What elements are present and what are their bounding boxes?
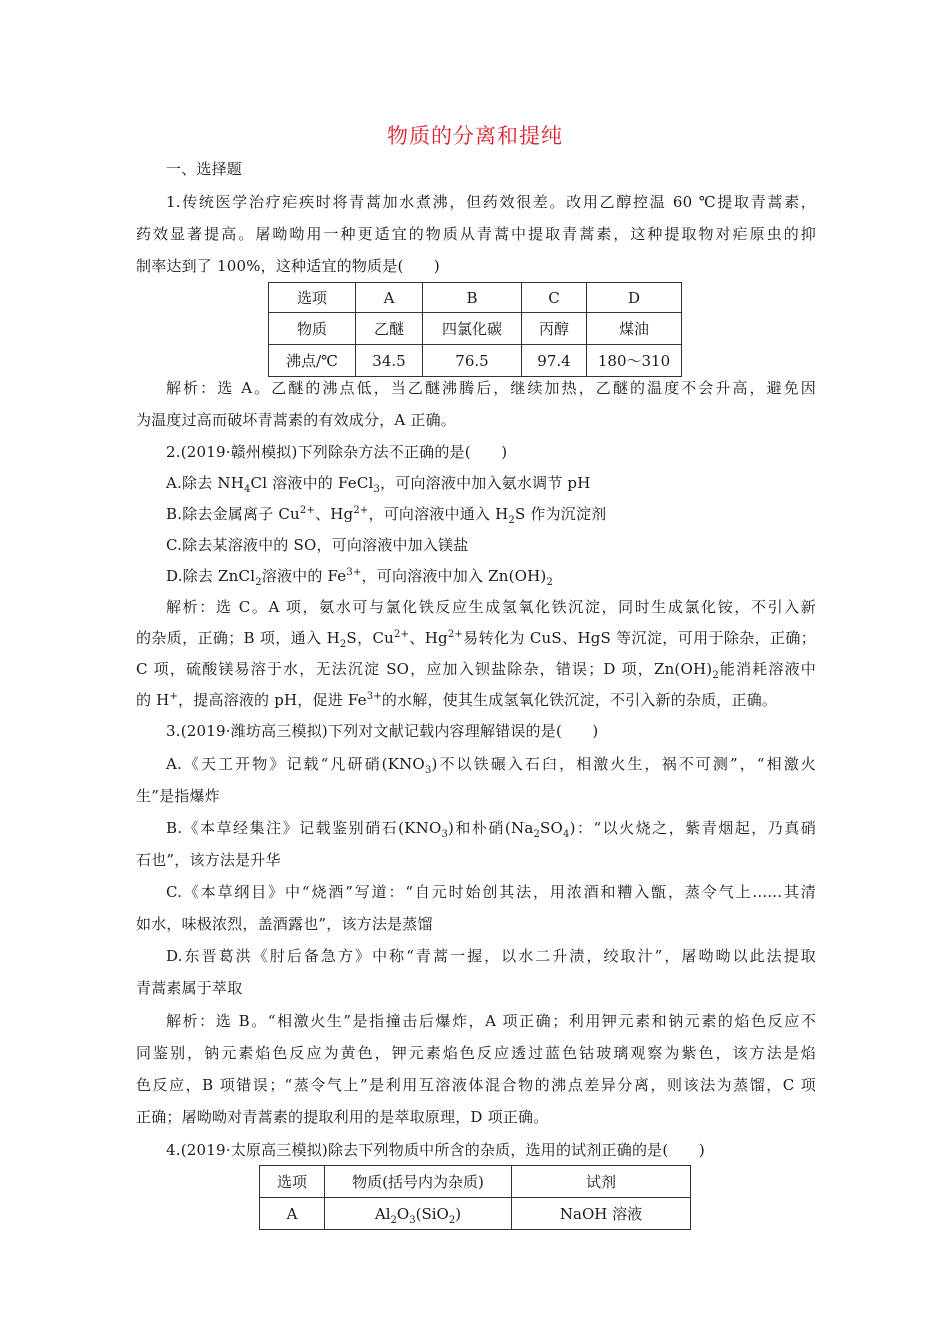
table-row bbox=[269, 345, 682, 377]
table-cell: 76.5 bbox=[423, 345, 522, 377]
table-cell: NaOH 溶液 bbox=[512, 1198, 691, 1230]
table-cell: 煤油 bbox=[587, 313, 682, 345]
table-cell: 97.4 bbox=[522, 345, 587, 377]
table-row bbox=[260, 1166, 691, 1198]
table-cell: 180～310 bbox=[587, 345, 682, 377]
table-cell: 34.5 bbox=[356, 345, 423, 377]
q1-analysis-line-1: 解析：选 A。乙醚的沸点低，当乙醚沸腾后，继续加热，乙醚的温度不会升高，避免因 bbox=[166, 379, 816, 397]
q2-stem: 2.(2019·赣州模拟)下列除杂方法不正确的是( ) bbox=[166, 443, 508, 461]
q2-analysis-line-3: C 项，硫酸镁易溶于水，无法沉淀 SO，应加入钡盐除杂，错误；D 项，$Zn(OH)_2$能消耗溶液中 bbox=[136, 660, 817, 681]
q2-option-c: C.除去某溶液中的 SO，可向溶液中加入镁盐 bbox=[166, 536, 469, 554]
q3-stem: 3.(2019·潍坊高三模拟)下列对文献记载内容理解错误的是( ) bbox=[166, 722, 599, 740]
q3-analysis-line-2: 同鉴别，钠元素焰色反应为黄色，钾元素焰色反应透过蓝色钴玻璃观察为紫色，该方法是焰 bbox=[136, 1044, 816, 1062]
section-heading: 一、选择题 bbox=[166, 160, 243, 178]
q1-analysis-line-2: 为温度过高而破坏青蒿素的有效成分，A 正确。 bbox=[136, 411, 457, 429]
table-cell: A bbox=[356, 283, 423, 313]
table-cell: D bbox=[587, 283, 682, 313]
table-cell: 丙醇 bbox=[522, 313, 587, 345]
table-cell: 试剂 bbox=[512, 1166, 691, 1198]
q1-table bbox=[268, 282, 682, 377]
q1-stem-line-1: 1.传统医学治疗疟疾时将青蒿加水煮沸，但药效很差。改用乙醇控温 60 ℃提取青蒿素， bbox=[166, 193, 816, 211]
q3-analysis-line-3: 色反应，B 项错误；“蒸令气上”是利用互溶液体混合物的沸点差异分离，则该法为蒸馏，C 项 bbox=[136, 1076, 816, 1094]
table-row bbox=[269, 283, 682, 313]
q2-option-d: D.除去 ZnCl$_2$溶液中的 $Fe^{3+}$，可向溶液中加入 $Zn(OH)_2$ bbox=[166, 567, 554, 588]
q1-stem-line-3: 制率达到了 100%，这种适宜的物质是( ) bbox=[136, 257, 440, 275]
q3-option-d-line-2: 青蒿素属于萃取 bbox=[136, 979, 243, 997]
q2-analysis-line-2: 的杂质，正确；B 项，通入 $H_2S$，$Cu^{2+}$、$Hg^{2+}$易转化为 CuS、HgS 等沉淀，可用于除杂，正确； bbox=[136, 629, 816, 650]
table-cell: 四氯化碳 bbox=[423, 313, 522, 345]
q2-analysis-line-4: 的 H+，提高溶液的 pH，促进 $Fe^{3+}$的水解，使其生成氢氧化铁沉淀，不引入新的杂质，正确。 bbox=[136, 691, 778, 709]
q2-option-a: A.除去 $NH_4Cl$ 溶液中的 FeCl$_3$，可向溶液中加入氨水调节 pH bbox=[166, 474, 591, 495]
q3-option-a-line-1: A.《天工开物》记载“凡研硝$(KNO_3)$不以铁碾入石臼，相激火生，祸不可测”，“相激火 bbox=[166, 755, 816, 776]
table-cell: $Al_2O_3(SiO_2)$ bbox=[325, 1198, 512, 1230]
q2-analysis-line-1: 解析：选 C。A 项，氨水可与氯化铁反应生成氢氧化铁沉淀，同时生成氯化铵，不引入新 bbox=[166, 598, 816, 616]
q3-option-c-line-2: 如水，味极浓烈，盖酒露也”，该方法是蒸馏 bbox=[136, 915, 433, 933]
table-cell: 物质(括号内为杂质) bbox=[325, 1166, 512, 1198]
q3-analysis-line-1: 解析：选 B。“相激火生”是指撞击后爆炸，A 项正确；利用钾元素和钠元素的焰色反应不 bbox=[166, 1012, 816, 1030]
table-cell: A bbox=[260, 1198, 325, 1230]
table-cell: 选项 bbox=[260, 1166, 325, 1198]
q3-option-c-line-1: C.《本草纲目》中“烧酒”写道：“自元时始创其法，用浓酒和糟入甑，蒸令气上......其清 bbox=[166, 883, 816, 901]
page-title: 物质的分离和提纯 bbox=[387, 124, 563, 148]
q3-option-d-line-1: D.东晋葛洪《肘后备急方》中称“青蒿一握，以水二升渍，绞取汁”，屠呦呦以此法提取 bbox=[166, 947, 816, 965]
table-row bbox=[260, 1198, 691, 1230]
table-cell: 物质 bbox=[269, 313, 356, 345]
table-row bbox=[269, 313, 682, 345]
q4-table bbox=[259, 1165, 691, 1230]
q3-analysis-line-4: 正确；屠呦呦对青蒿素的提取利用的是萃取原理，D 项正确。 bbox=[136, 1108, 549, 1126]
q2-option-b: B.除去金属离子 $Cu^{2+}$、$Hg^{2+}$，可向溶液中通入 $H_2S$ 作为沉淀剂 bbox=[166, 505, 607, 526]
table-cell: 选项 bbox=[269, 283, 356, 313]
table-cell: 沸点/℃ bbox=[269, 345, 356, 377]
q1-stem-line-2: 药效显著提高。屠呦呦用一种更适宜的物质从青蒿中提取青蒿素，这种提取物对疟原虫的抑 bbox=[136, 225, 816, 243]
table-cell: 乙醚 bbox=[356, 313, 423, 345]
q3-option-b-line-1: B.《本草经集注》记载鉴别硝石$(KNO_3)$和朴硝$(Na_2SO_4)$：“以火烧之，紫青烟起，乃真硝 bbox=[166, 819, 816, 840]
q3-option-b-line-2: 石也”，该方法是升华 bbox=[136, 851, 281, 869]
table-cell: B bbox=[423, 283, 522, 313]
q3-option-a-line-2: 生”是指爆炸 bbox=[136, 787, 220, 805]
table-cell: C bbox=[522, 283, 587, 313]
q4-stem: 4.(2019·太原高三模拟)除去下列物质中所含的杂质，选用的试剂正确的是( ) bbox=[166, 1141, 705, 1159]
